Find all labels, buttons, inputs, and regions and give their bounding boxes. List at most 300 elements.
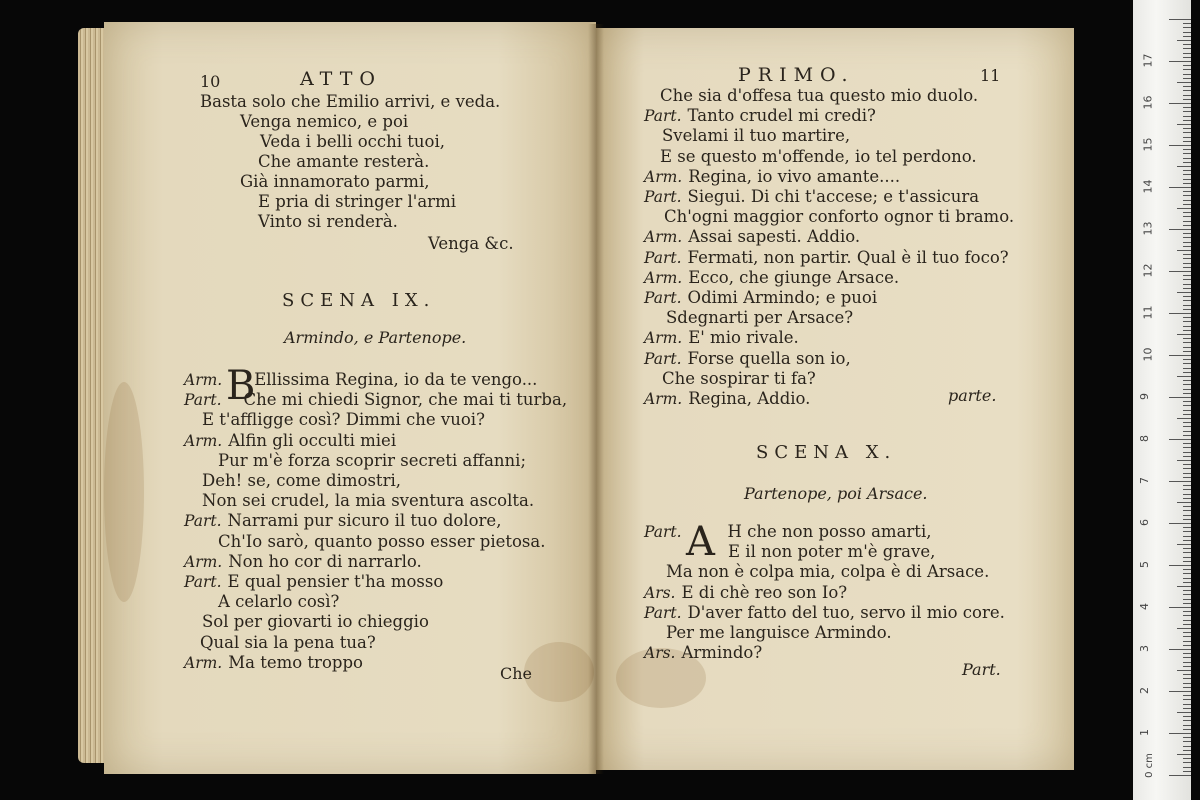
- ruler-tick: [1169, 691, 1191, 692]
- ruler-tick: [1169, 103, 1191, 104]
- ruler-tick: [1183, 716, 1191, 717]
- ruler-tick: [1183, 242, 1191, 243]
- scene-title: SCENA X.: [756, 442, 897, 463]
- dialogue-line: [662, 126, 850, 146]
- dialogue-text: Non sei crudel, la mia sventura ascolta.: [202, 491, 535, 511]
- ruler-tick: [1183, 641, 1191, 642]
- ruler-tick: [1183, 32, 1191, 33]
- ruler-tick: [1169, 481, 1191, 482]
- ruler-tick: [1169, 439, 1191, 440]
- ruler-number: 8: [1138, 435, 1151, 442]
- dialogue-text: Forse quella son io,: [687, 348, 851, 368]
- ruler-tick: [1177, 82, 1191, 83]
- ruler-tick: [1183, 204, 1191, 205]
- ruler-tick: [1183, 267, 1191, 268]
- ruler-tick: [1183, 69, 1191, 70]
- ruler-tick: [1183, 132, 1191, 133]
- ruler-number: 7: [1138, 477, 1151, 484]
- dialogue-line: [202, 410, 485, 430]
- verse-line: Venga &c.: [428, 234, 514, 253]
- scene-persons: Partenope, poi Arsace.: [744, 484, 928, 503]
- dialogue-line: [202, 491, 534, 511]
- ruler-tick: [1183, 401, 1191, 402]
- dialogue-text: Armindo?: [681, 643, 763, 663]
- dialogue-text: Alfin gli occulti miei: [228, 430, 397, 450]
- right-running-head: PRIMO.: [738, 64, 855, 86]
- ruler-tick: [1183, 494, 1191, 495]
- dialogue-line: [202, 471, 401, 491]
- ruler-tick: [1183, 477, 1191, 478]
- ruler-tick: [1183, 771, 1191, 772]
- dialogue-line: [666, 623, 892, 643]
- ruler-tick: [1183, 179, 1191, 180]
- ruler-tick: [1169, 19, 1191, 20]
- ruler-tick: [1183, 23, 1191, 24]
- ruler-tick: [1169, 355, 1191, 356]
- dialogue-text: Pur m'è forza scoprir secreti affanni;: [218, 450, 527, 470]
- dialogue-text: Regina, Addio.: [688, 389, 811, 408]
- ruler-tick: [1183, 368, 1191, 369]
- dialogue-line: [666, 308, 853, 328]
- dialogue-text: Che sospirar ti fa?: [662, 368, 816, 388]
- ruler-tick: [1183, 699, 1191, 700]
- ruler-tick: [1183, 317, 1191, 318]
- ruler-tick: [1183, 212, 1191, 213]
- ruler-number: 16: [1141, 95, 1155, 110]
- ruler-tick: [1183, 531, 1191, 532]
- ruler-tick: [1183, 191, 1191, 192]
- ruler-tick: [1177, 40, 1191, 41]
- paper-stain: [524, 642, 594, 702]
- dialogue-text: Ch'Io sarò, quanto posso esser pietosa.: [218, 531, 546, 551]
- ruler-tick: [1183, 548, 1191, 549]
- ruler-tick: [1183, 746, 1191, 747]
- ruler-tick: [1177, 334, 1191, 335]
- ruler-tick: [1169, 397, 1191, 398]
- dialogue-line: [184, 552, 422, 572]
- dialogue-line: [184, 431, 396, 451]
- catchword: Che: [500, 664, 533, 683]
- dialogue-text: Tanto crudel mi credi?: [687, 106, 876, 126]
- speaker-label: Part.: [644, 248, 682, 267]
- ruler-tick: [1183, 389, 1191, 390]
- ruler-tick: [1183, 515, 1191, 516]
- ruler-tick: [1183, 120, 1191, 121]
- ruler-tick: [1169, 523, 1191, 524]
- dialogue-line: [218, 592, 339, 612]
- dialogue-line: [660, 147, 977, 167]
- ruler-tick: [1169, 313, 1191, 314]
- speaker-label: Part.: [644, 188, 682, 206]
- ruler-number: 4: [1138, 603, 1151, 610]
- verse-line: Venga nemico, e poi: [240, 112, 409, 131]
- ruler-tick: [1183, 195, 1191, 196]
- dialogue-text: Ellissima Regina, io da te vengo...: [254, 370, 538, 389]
- ruler-tick: [1183, 372, 1191, 373]
- dialogue-line: [644, 349, 851, 369]
- ruler-tick: [1183, 326, 1191, 327]
- ruler-tick: [1183, 53, 1191, 54]
- dialogue-text: H che non posso amarti,: [727, 522, 932, 541]
- dialogue-text: Svelami il tuo martire,: [662, 126, 851, 146]
- dialogue-line: [666, 562, 989, 582]
- catchword: Part.: [962, 660, 1001, 679]
- dialogue-line: [644, 227, 860, 247]
- dialogue-text: Qual sia la pena tua?: [200, 632, 376, 652]
- ruler-tick: [1177, 712, 1191, 713]
- ruler-tick: [1183, 216, 1191, 217]
- right-page-number: 11: [980, 66, 1001, 85]
- ruler-tick: [1183, 674, 1191, 675]
- dialogue-text: Non ho cor di narrarlo.: [228, 551, 422, 571]
- ruler-tick: [1183, 183, 1191, 184]
- dialogue-line: [644, 248, 1009, 268]
- dialogue-line: [644, 603, 1005, 623]
- ruler-tick: [1177, 586, 1191, 587]
- ruler-tick: [1183, 170, 1191, 171]
- verse-line: Che amante resterà.: [258, 152, 430, 171]
- verse-line: Veda i belli occhi tuoi,: [260, 132, 446, 151]
- ruler-tick: [1183, 657, 1191, 658]
- ruler-tick: [1183, 111, 1191, 112]
- speaker-label: Arm.: [184, 653, 223, 672]
- dialogue-line: [664, 207, 1014, 227]
- dialogue-text: Regina, io vivo amante....: [688, 166, 901, 186]
- ruler-tick: [1183, 750, 1191, 751]
- dialogue-text: Deh! se, come dimostri,: [202, 471, 401, 490]
- ruler-tick: [1183, 426, 1191, 427]
- ruler-tick: [1183, 65, 1191, 66]
- dialogue-line: [644, 522, 931, 542]
- ruler-tick: [1183, 767, 1191, 768]
- ruler-tick: [1183, 452, 1191, 453]
- ruler-tick: [1183, 540, 1191, 541]
- ruler-tick: [1183, 498, 1191, 499]
- ruler-tick: [1183, 153, 1191, 154]
- dialogue-line: [644, 389, 810, 409]
- ruler-tick: [1183, 221, 1191, 222]
- ruler-tick: [1183, 305, 1191, 306]
- ruler-tick: [1183, 309, 1191, 310]
- ruler-number: 17: [1141, 53, 1155, 68]
- ruler-tick: [1183, 762, 1191, 763]
- ruler-tick: [1183, 468, 1191, 469]
- drop-cap: B: [226, 363, 256, 409]
- speaker-label: Ars.: [644, 644, 676, 663]
- ruler-tick: [1177, 208, 1191, 209]
- dialogue-line: [184, 572, 443, 592]
- ruler-number: 13: [1141, 221, 1155, 236]
- ruler-tick: [1183, 636, 1191, 637]
- ruler-tick: [1183, 603, 1191, 604]
- ruler-tick: [1183, 380, 1191, 381]
- ruler-tick: [1183, 330, 1191, 331]
- ruler-tick: [1177, 502, 1191, 503]
- ruler-tick: [1183, 527, 1191, 528]
- dialogue-line: [644, 328, 799, 348]
- ruler-tick: [1183, 95, 1191, 96]
- book-gutter: [588, 24, 604, 774]
- dialogue-text: D'aver fatto del tuo, servo il mio core.: [687, 602, 1005, 622]
- dialogue-line: [644, 187, 979, 207]
- dialogue-line: [662, 369, 816, 389]
- ruler-tick: [1183, 44, 1191, 45]
- ruler-tick: [1183, 578, 1191, 579]
- ruler-tick: [1169, 61, 1191, 62]
- ruler-tick: [1183, 485, 1191, 486]
- speaker-label: Arm.: [644, 228, 683, 247]
- ruler-tick: [1183, 695, 1191, 696]
- ruler-tick: [1183, 594, 1191, 595]
- ruler-tick: [1177, 754, 1191, 755]
- ruler-tick: [1169, 775, 1191, 776]
- ruler-tick: [1183, 174, 1191, 175]
- ruler-tick: [1183, 435, 1191, 436]
- ruler-tick: [1183, 347, 1191, 348]
- ruler-tick: [1183, 300, 1191, 301]
- dialogue-line: [184, 653, 363, 673]
- ruler-tick: [1169, 145, 1191, 146]
- ruler-tick: [1183, 263, 1191, 264]
- ruler-tick: [1183, 27, 1191, 28]
- scene-persons: Armindo, e Partenope.: [284, 328, 467, 347]
- drop-cap: A: [686, 519, 715, 565]
- ruler-number: 12: [1141, 263, 1155, 278]
- ruler-tick: [1183, 590, 1191, 591]
- ruler-tick: [1183, 200, 1191, 201]
- dialogue-text: Odimi Armindo; e puoi: [687, 288, 878, 307]
- ruler-tick: [1183, 284, 1191, 285]
- ruler-tick: [1183, 405, 1191, 406]
- ruler-tick: [1169, 229, 1191, 230]
- dialogue-text: Sol per giovarti io chieggio: [202, 612, 429, 632]
- dialogue-text: Siegui. Di chi t'accese; e t'assicura: [687, 187, 980, 206]
- ruler-tick: [1183, 393, 1191, 394]
- dialogue-text: Che mi chiedi Signor, che mai ti turba,: [243, 390, 568, 410]
- ruler-number: 3: [1138, 645, 1151, 652]
- speaker-label: Arm.: [644, 329, 683, 348]
- dialogue-line: [644, 583, 847, 603]
- dialogue-text: E qual pensier t'ha mosso: [227, 572, 444, 591]
- speaker-label: Part.: [644, 289, 682, 307]
- speaker-label: Arm.: [644, 268, 683, 287]
- ruler-tick: [1183, 561, 1191, 562]
- dialogue-line: [200, 633, 376, 653]
- dialogue-line: [644, 643, 762, 663]
- ruler-tick: [1183, 582, 1191, 583]
- ruler-tick: [1183, 162, 1191, 163]
- ruler-tick: [1183, 741, 1191, 742]
- ruler-tick: [1183, 510, 1191, 511]
- ruler-tick: [1183, 351, 1191, 352]
- speaker-label: Part.: [644, 107, 682, 126]
- dialogue-line: [644, 288, 877, 308]
- measuring-ruler: [1133, 0, 1191, 800]
- ruler-tick: [1183, 141, 1191, 142]
- ruler-tick: [1169, 607, 1191, 608]
- ruler-tick: [1183, 599, 1191, 600]
- speaker-label: Part.: [644, 523, 682, 541]
- ruler-number: 10: [1141, 347, 1155, 362]
- dialogue-text: Sdegnarti per Arsace?: [666, 308, 854, 328]
- scene-title: SCENA IX.: [282, 290, 436, 311]
- ruler-tick: [1183, 431, 1191, 432]
- ruler-tick: [1183, 288, 1191, 289]
- dialogue-line: [218, 451, 526, 471]
- ruler-tick: [1183, 569, 1191, 570]
- dialogue-line: [644, 268, 899, 288]
- ruler-tick: [1183, 725, 1191, 726]
- verse-line: Basta solo che Emilio arrivi, e veda.: [200, 92, 501, 111]
- speaker-label: Arm.: [644, 390, 683, 408]
- ruler-tick: [1183, 662, 1191, 663]
- speaker-label: Arm.: [184, 371, 223, 389]
- speaker-label: Part.: [184, 512, 222, 531]
- ruler-tick: [1169, 733, 1191, 734]
- speaker-label: Part.: [184, 391, 222, 410]
- speaker-label: Arm.: [184, 552, 223, 571]
- ruler-tick: [1183, 384, 1191, 385]
- ruler-tick: [1183, 632, 1191, 633]
- ruler-tick: [1169, 271, 1191, 272]
- ruler-tick: [1183, 296, 1191, 297]
- ruler-tick: [1183, 615, 1191, 616]
- dialogue-line: [202, 612, 429, 632]
- ruler-tick: [1183, 48, 1191, 49]
- ruler-number: 1: [1138, 729, 1151, 736]
- exit-direction: parte.: [948, 386, 997, 405]
- ruler-tick: [1183, 611, 1191, 612]
- ruler-tick: [1183, 443, 1191, 444]
- ruler-number: 11: [1141, 305, 1155, 320]
- dialogue-text: Narrami pur sicuro il tuo dolore,: [227, 511, 502, 531]
- ruler-tick: [1169, 649, 1191, 650]
- dialogue-text: Ma temo troppo: [228, 652, 363, 672]
- dialogue-line: [184, 390, 567, 410]
- dialogue-line: [184, 370, 537, 390]
- ruler-number: 14: [1141, 179, 1155, 194]
- ruler-tick: [1183, 678, 1191, 679]
- ruler-tick: [1183, 414, 1191, 415]
- ruler-tick: [1183, 78, 1191, 79]
- ruler-tick: [1183, 225, 1191, 226]
- speaker-label: Part.: [644, 349, 682, 368]
- ruler-tick: [1183, 254, 1191, 255]
- dialogue-text: E di chè reo son Io?: [681, 582, 848, 602]
- dialogue-line: [728, 542, 935, 562]
- ruler-tick: [1183, 363, 1191, 364]
- ruler-tick: [1183, 704, 1191, 705]
- ruler-tick: [1183, 86, 1191, 87]
- verse-line: Vinto si renderà.: [258, 212, 398, 231]
- dialogue-text: Per me languisce Armindo.: [666, 623, 892, 642]
- ruler-tick: [1177, 124, 1191, 125]
- ruler-tick: [1177, 418, 1191, 419]
- verse-line: Già innamorato parmi,: [240, 172, 430, 191]
- ruler-tick: [1183, 624, 1191, 625]
- ruler-tick: [1169, 565, 1191, 566]
- left-page-number: 10: [200, 72, 221, 91]
- ruler-tick: [1183, 536, 1191, 537]
- dialogue-text: Ch'ogni maggior conforto ognor ti bramo.: [664, 207, 1015, 227]
- dialogue-text: Che sia d'offesa tua questo mio duolo.: [660, 86, 979, 105]
- ruler-number: 6: [1138, 519, 1151, 526]
- ruler-tick: [1183, 557, 1191, 558]
- ruler-tick: [1183, 107, 1191, 108]
- ruler-tick: [1177, 544, 1191, 545]
- ruler-tick: [1183, 456, 1191, 457]
- ruler-tick: [1183, 410, 1191, 411]
- ruler-tick: [1183, 645, 1191, 646]
- dialogue-line: [184, 511, 501, 531]
- ruler-tick: [1183, 708, 1191, 709]
- dialogue-text: E se questo m'offende, io tel perdono.: [660, 146, 977, 166]
- ruler-tick: [1183, 464, 1191, 465]
- ruler-tick: [1177, 250, 1191, 251]
- ruler-tick: [1183, 279, 1191, 280]
- ruler-tick: [1183, 666, 1191, 667]
- dialogue-text: Fermati, non partir. Qual è il tuo foco?: [687, 247, 1009, 267]
- ruler-tick: [1183, 149, 1191, 150]
- ruler-tick: [1183, 237, 1191, 238]
- ruler-tick: [1183, 246, 1191, 247]
- ruler-tick: [1177, 166, 1191, 167]
- ruler-tick: [1183, 258, 1191, 259]
- ruler-tick: [1183, 57, 1191, 58]
- dialogue-text: E il non poter m'è grave,: [728, 542, 936, 562]
- ruler-tick: [1177, 376, 1191, 377]
- ruler-tick: [1183, 74, 1191, 75]
- ruler-tick: [1177, 670, 1191, 671]
- ruler-tick: [1183, 683, 1191, 684]
- ruler-tick: [1183, 758, 1191, 759]
- ruler-tick: [1183, 422, 1191, 423]
- speaker-label: Arm.: [184, 431, 223, 450]
- ruler-number: 2: [1138, 687, 1151, 694]
- ruler-number: 5: [1138, 561, 1151, 568]
- ruler-tick: [1183, 620, 1191, 621]
- speaker-label: Arm.: [644, 167, 683, 186]
- ruler-tick: [1183, 137, 1191, 138]
- ruler-tick: [1183, 36, 1191, 37]
- dialogue-text: E' mio rivale.: [688, 328, 799, 348]
- speaker-label: Part.: [184, 573, 222, 591]
- dialogue-text: A celarlo così?: [218, 592, 340, 612]
- ruler-tick: [1183, 158, 1191, 159]
- left-running-head: ATTO: [300, 68, 382, 90]
- ruler-tick: [1183, 128, 1191, 129]
- ruler-tick: [1183, 473, 1191, 474]
- ruler-tick: [1183, 552, 1191, 553]
- dialogue-line: [644, 106, 876, 126]
- ruler-tick: [1183, 720, 1191, 721]
- ruler-tick: [1183, 321, 1191, 322]
- speaker-label: Ars.: [644, 583, 676, 602]
- dialogue-text: Ma non è colpa mia, colpa è di Arsace.: [666, 562, 990, 582]
- ruler-tick: [1183, 447, 1191, 448]
- ruler-tick: [1183, 519, 1191, 520]
- ruler-tick: [1183, 99, 1191, 100]
- ruler-tick: [1177, 292, 1191, 293]
- ruler-tick: [1183, 506, 1191, 507]
- ruler-tick: [1183, 687, 1191, 688]
- ruler-unit: 0 cm: [1143, 753, 1155, 778]
- dialogue-text: Assai sapesti. Addio.: [688, 227, 861, 247]
- ruler-tick: [1183, 90, 1191, 91]
- ruler-tick: [1183, 233, 1191, 234]
- dialogue-line: [218, 532, 546, 552]
- ruler-tick: [1183, 338, 1191, 339]
